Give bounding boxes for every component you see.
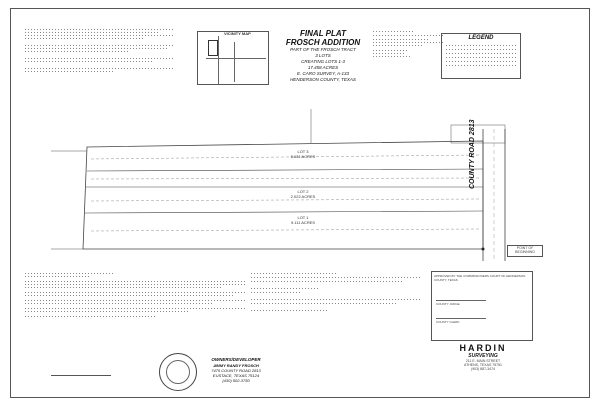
lot-line-3-2 (87, 169, 483, 171)
lot-3-name: LOT 3 (297, 149, 309, 154)
county-road-label: COUNTY ROAD 2813 (469, 119, 476, 189)
surveyor-address: 211 E. MAIN STREET (465, 359, 501, 363)
plat-subtitle: FROSCH ADDITION (285, 38, 361, 47)
owner-developer-block (201, 357, 271, 383)
surveyor-name: HARDIN (459, 343, 507, 353)
owner-heading: OWNERS/DEVELOPER (211, 357, 261, 362)
county-judge-label: COUNTY JUDGE (436, 302, 460, 306)
lot-2-label (273, 189, 333, 199)
lot-line-1-s (85, 211, 483, 213)
plat-sheet (10, 8, 590, 398)
lot-3-label (273, 149, 333, 159)
surveyor-phone: (903) 887-3474 (471, 367, 495, 371)
lot-1-name: LOT 1 (297, 215, 309, 220)
notary-block (251, 271, 421, 351)
county-clerk-label: COUNTY CLERK (436, 320, 460, 324)
surveyor-city: ATHENS, TEXAS 75751 (464, 363, 502, 367)
signature-line (51, 375, 111, 376)
owner-phone: (430) 502-3750 (222, 377, 250, 383)
point-of-beginning-box (507, 245, 543, 257)
lot-1-acres: 9.111 ACRES (290, 220, 316, 225)
lot-3-acres: 5.631 ACRES (290, 154, 316, 159)
plat-title: FINAL PLAT (300, 29, 346, 38)
vicinity-map-label: VICINITY MAP (224, 31, 251, 36)
title-line-2: 3 LOTS (315, 53, 331, 58)
lot-1-label (273, 215, 333, 225)
title-line-6: HENDERSON COUNTY, TEXAS (290, 77, 356, 82)
legend-title: LEGEND (468, 35, 494, 41)
owners-certificate (25, 271, 245, 351)
point-of-beginning-label: POINT OF BEGINNING (515, 246, 535, 254)
surveyor-sub: SURVEYING (468, 353, 498, 359)
point-of-beginning-marker (482, 248, 485, 251)
approval-note: APPROVED BY THE COMMISSIONERS COURT OF HENDERSON COUNTY, TEXAS (434, 274, 526, 282)
approval-box (431, 271, 533, 341)
lot-2-name: LOT 2 (297, 189, 309, 194)
owner-address: 7475 COUNTY ROAD 2813 (211, 367, 261, 373)
owner-city: EUSTACE, TEXAS 75124 (212, 372, 260, 378)
lot-2-acres: 2.022 ACRES (290, 194, 316, 199)
title-line-5: E. CARO SURVEY, A-133 (296, 71, 350, 76)
title-line-1: PART OF THE FROSCH TRACT (290, 47, 356, 52)
title-line-3: CREATING LOTS 1-3 (301, 59, 345, 64)
title-line-4: 17.458 ACRES (307, 65, 339, 70)
surveyor-seal (159, 353, 197, 391)
owner-name: JIMMY RANDY FROSCH (213, 362, 259, 368)
surveyor-logo-block (433, 343, 533, 395)
